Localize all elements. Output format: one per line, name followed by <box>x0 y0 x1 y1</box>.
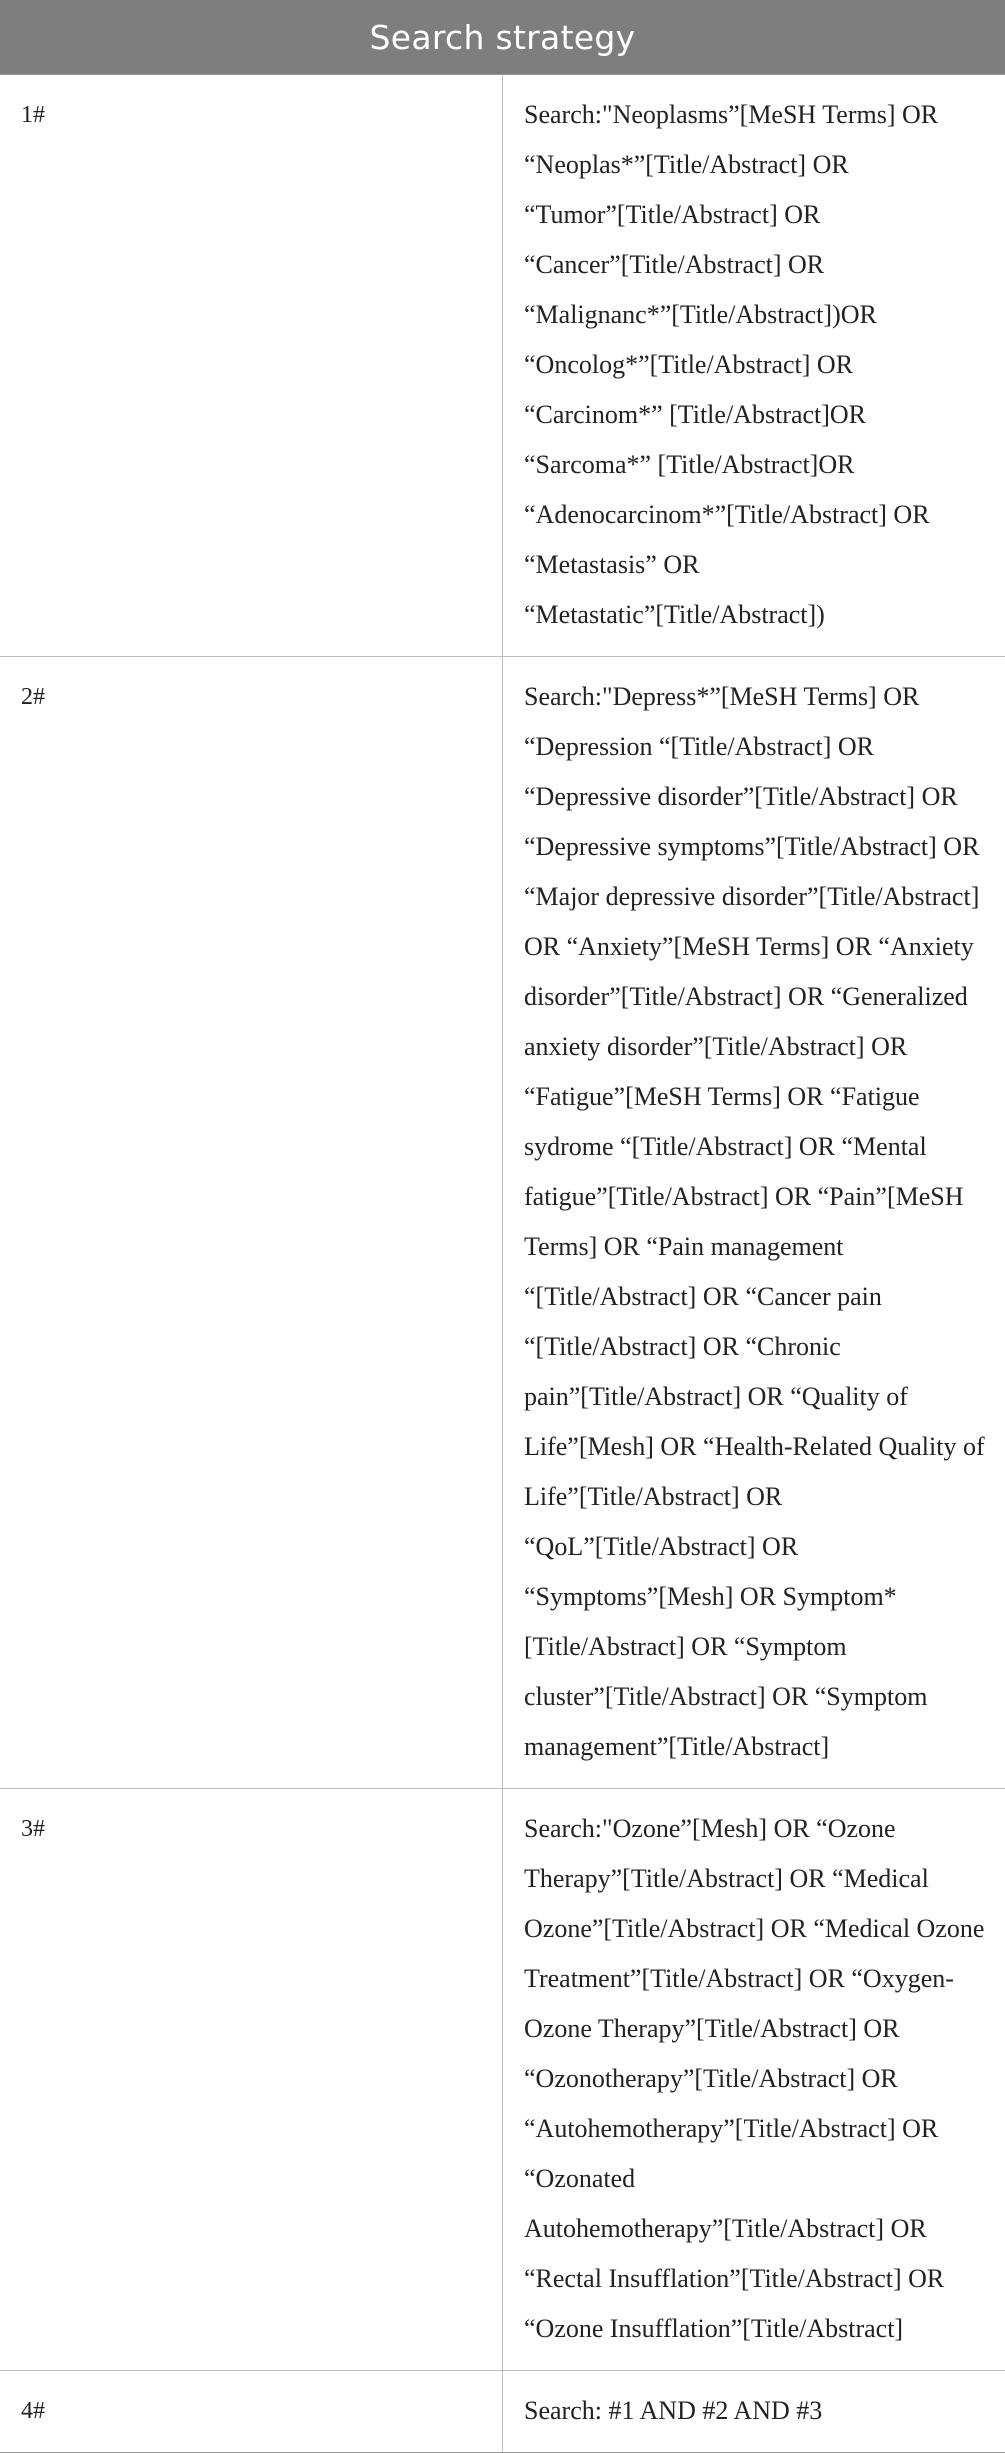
row-number: 1# <box>0 75 503 657</box>
search-query: Search:"Ozone”[Mesh] OR “Ozone Therapy”[Title/Abstract] OR “Medical Ozone”[Title/Abstract] OR “Medical Ozone Treatment”[Title/Abstract] OR “Oxygen-Ozone Therapy”[Title/Abstract] OR “Ozonotherapy”[Title/Abstract] OR “Autohemotherapy”[Title/Abstract] OR “Ozonated Autohemotherapy”[Title/Abstract] OR “Rectal Insufflation”[Title/Abstract] OR “Ozone Insufflation”[Title/Abstract] <box>503 1789 1005 2371</box>
table-row <box>0 75 1005 657</box>
search-query: Search:"Depress*”[MeSH Terms] OR “Depression “[Title/Abstract] OR “Depressive disorder”[Title/Abstract] OR “Depressive symptoms”[Title/Abstract] OR “Major depressive disorder”[Title/Abstract] OR “Anxiety”[MeSH Terms] OR “Anxiety disorder”[Title/Abstract] OR “Generalized anxiety disorder”[Title/Abstract] OR “Fatigue”[MeSH Terms] OR “Fatigue sydrome “[Title/Abstract] OR “Mental fatigue”[Title/Abstract] OR “Pain”[MeSH Terms] OR “Pain management “[Title/Abstract] OR “Cancer pain “[Title/Abstract] OR “Chronic pain”[Title/Abstract] OR “Quality of Life”[Mesh] OR “Health-Related Quality of Life”[Title/Abstract] OR “QoL”[Title/Abstract] OR “Symptoms”[Mesh] OR Symptom*[Title/Abstract] OR “Symptom cluster”[Title/Abstract] OR “Symptom management”[Title/Abstract] <box>503 657 1005 1789</box>
table-header: Search strategy <box>0 0 1005 75</box>
table-row <box>0 2371 1005 2453</box>
row-number: 2# <box>0 657 503 1789</box>
row-number: 3# <box>0 1789 503 2371</box>
table-row <box>0 1789 1005 2371</box>
row-number: 4# <box>0 2371 503 2453</box>
table-row <box>0 657 1005 1789</box>
search-query: Search: #1 AND #2 AND #3 <box>503 2371 1005 2453</box>
header-row <box>0 0 1005 75</box>
search-query: Search:"Neoplasms”[MeSH Terms] OR “Neoplas*”[Title/Abstract] OR “Tumor”[Title/Abstract] OR “Cancer”[Title/Abstract] OR “Malignanc*”[Title/Abstract])OR “Oncolog*”[Title/Abstract] OR “Carcinom*” [Title/Abstract]OR “Sarcoma*” [Title/Abstract]OR “Adenocarcinom*”[Title/Abstract] OR “Metastasis” OR “Metastatic”[Title/Abstract]) <box>503 75 1005 657</box>
